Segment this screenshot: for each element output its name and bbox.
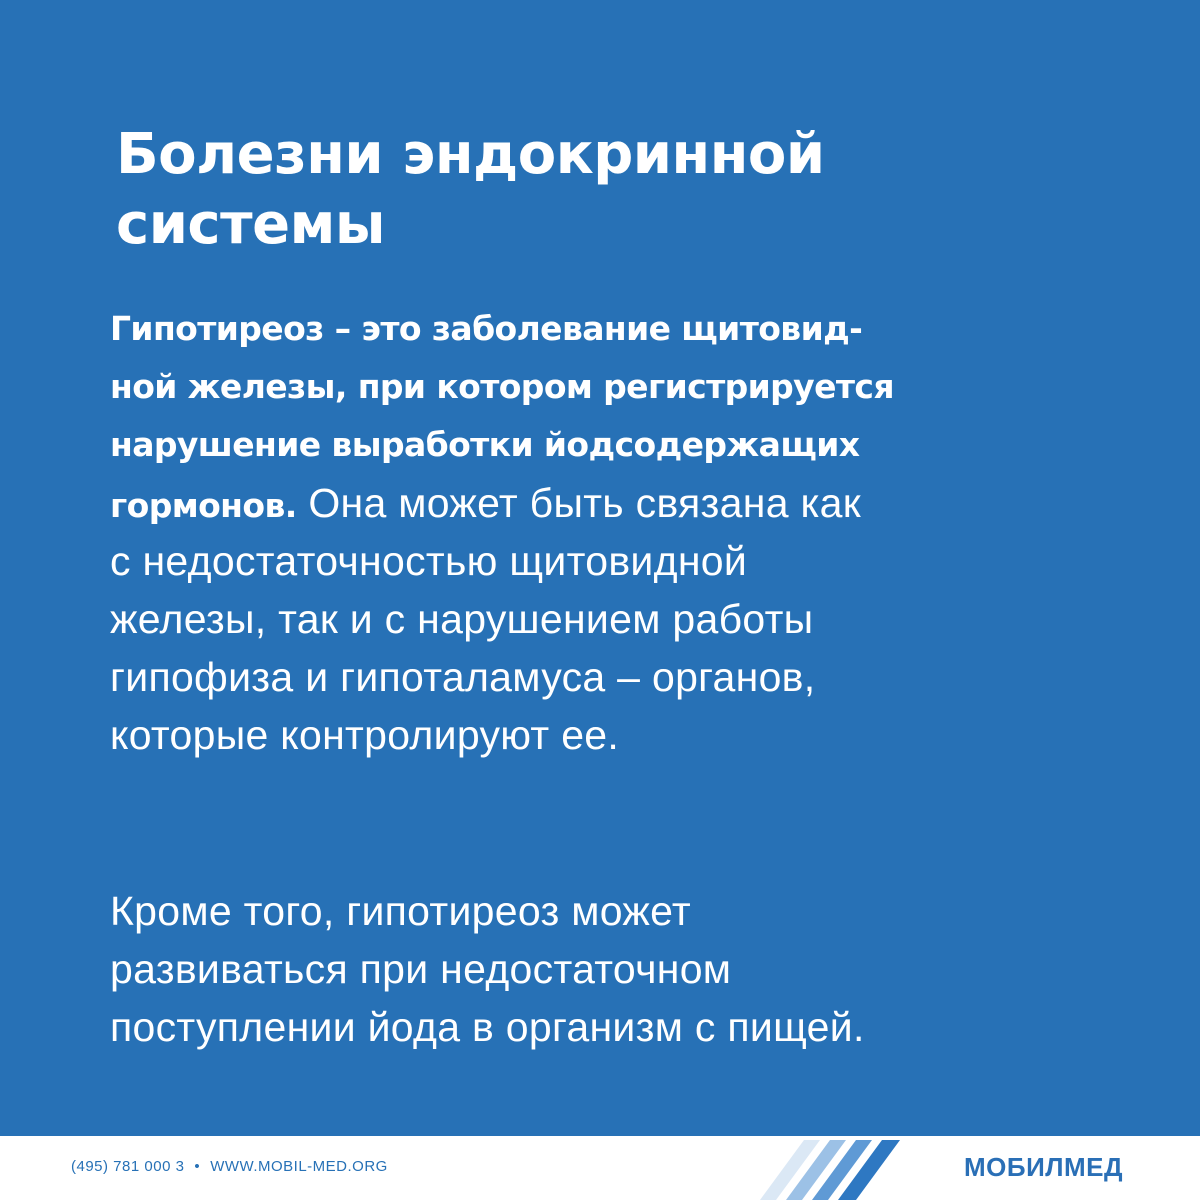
- cause-line-4: которые контролируют ее.: [110, 712, 620, 758]
- footer-stripes-decoration: [760, 1136, 900, 1200]
- cause-text-start: Она может быть связана как: [296, 480, 861, 526]
- iodine-line-3: поступлении йода в организм с пищей.: [110, 1004, 865, 1050]
- cause-line-3: гипофиза и гипоталамуса – органов,: [110, 654, 816, 700]
- contacts-separator: •: [194, 1158, 201, 1175]
- footer-contacts: [71, 1158, 388, 1175]
- cause-line-1: с недостаточностью щитовидной: [110, 538, 748, 584]
- definition-line-3: нарушение выработки йодсодержащих: [110, 425, 860, 464]
- definition-line-1: Гипотиреоз – это заболевание щитовид-: [110, 309, 863, 348]
- definition-line-2: ной железы, при котором регистрируется: [110, 367, 894, 406]
- iodine-line-2: развиваться при недостаточном: [110, 946, 732, 992]
- phone-number[interactable]: (495) 781 000 3: [71, 1158, 185, 1175]
- card-title-line-2: системы: [116, 192, 385, 257]
- cause-line-2: железы, так и с нарушением работы: [110, 596, 814, 642]
- paragraph-hypothyroidism-definition: [110, 300, 1150, 764]
- paragraph-spacer: [110, 764, 1150, 882]
- card-title-line-1: Болезни эндокринной: [116, 122, 825, 187]
- card-body: [110, 300, 1150, 1056]
- definition-bold-ending: гормонов.: [110, 486, 297, 525]
- website-link[interactable]: WWW.MOBIL-MED.ORG: [210, 1158, 388, 1175]
- iodine-line-1: Кроме того, гипотиреоз может: [110, 888, 691, 934]
- paragraph-iodine-deficiency: [110, 882, 1150, 1056]
- definition-line-4: [110, 474, 1150, 532]
- card-title: [116, 120, 1116, 260]
- brand-logo-text: МОБИЛМЕД: [964, 1152, 1124, 1182]
